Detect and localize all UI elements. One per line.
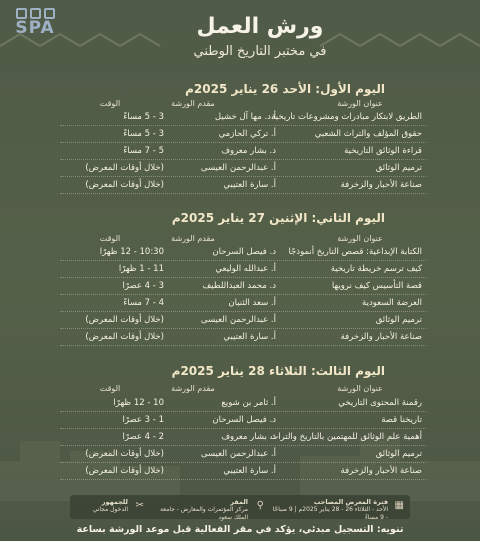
workshop-topic: ترميم الوثائق — [375, 449, 422, 459]
table-row — [60, 145, 426, 160]
col-presenter: مقدم الورشة — [171, 384, 215, 393]
workshop-presenter: أ. سعد الثنيان — [228, 298, 276, 308]
workshop-topic: تاريخنا قصة — [381, 415, 422, 425]
calendar-icon: ▦ — [394, 500, 404, 511]
audience-info — [76, 498, 128, 514]
workshop-time: (خلال أوقات المعرض) — [85, 466, 164, 476]
workshop-presenter: أ. سارة العتيبي — [223, 466, 276, 476]
audience-value: الدخول مجاني — [92, 506, 128, 513]
table-row — [60, 280, 426, 295]
location-pin-icon: ⚲ — [256, 500, 264, 511]
workshop-time: (خلال أوقات المعرض) — [85, 332, 164, 342]
workshop-topic: ترميم الوثائق — [375, 315, 422, 325]
col-presenter: مقدم الورشة — [171, 99, 215, 108]
workshop-time: (خلال أوقات المعرض) — [85, 315, 164, 325]
workshop-presenter: أ.د. مها آل خشيل — [214, 112, 276, 122]
workshop-time: 4 - 7 مساءً — [123, 298, 164, 308]
ticket-icon: ✂ — [135, 500, 144, 511]
workshop-topic: صناعة الأحبار والزخرفة — [340, 332, 422, 342]
workshop-time: 11 - 1 ظهرًا — [118, 264, 164, 274]
table-row — [60, 331, 426, 346]
workshop-time: (خلال أوقات المعرض) — [85, 449, 164, 459]
table-row — [60, 297, 426, 312]
table-row — [60, 246, 426, 261]
workshop-presenter: د. بشار معروف — [221, 146, 276, 156]
table-row — [60, 448, 426, 463]
table-row — [60, 179, 426, 194]
workshop-topic: قصة التأسيس كيف نرويها — [331, 281, 422, 291]
workshop-presenter: د. فيصل السرحان — [212, 247, 276, 257]
workshop-presenter: أ. عبدالله الوليعي — [215, 264, 276, 274]
workshop-topic: أهمية علم الوثائق للمهتمين بالتاريخ والتراث — [270, 432, 422, 442]
venue-label: المقر — [230, 498, 248, 506]
workshop-presenter: د. محمد العبداللطيف — [202, 281, 276, 291]
workshop-topic: العرضة السعودية — [362, 298, 422, 308]
table-row — [60, 162, 426, 177]
info-bar — [70, 495, 410, 519]
workshop-presenter: أ. ثامر بن شويع — [221, 398, 276, 408]
workshop-topic: الكتابة الإبداعية: قصص التاريخ أنموذجًا — [288, 247, 422, 257]
workshop-time: (خلال أوقات المعرض) — [85, 180, 164, 190]
workshop-topic: رقمنة المحتوى التاريخي — [338, 398, 422, 408]
workshop-topic: حقوق المؤلف والتراث الشعبي — [314, 129, 422, 139]
col-topic: عنوان الورشة — [337, 99, 383, 108]
workshop-presenter: أ. عبدالرحمن العيسى — [200, 163, 276, 173]
logo-text: SPA — [15, 18, 55, 38]
workshop-time: 3 - 4 عصرًا — [122, 281, 164, 291]
day-3-title: اليوم الثالث: الثلاثاء 28 يناير 2025م — [171, 364, 385, 378]
workshop-presenter: أ. تركي الحازمي — [218, 129, 276, 139]
col-topic: عنوان الورشة — [337, 234, 383, 243]
workshop-presenter: أ. عبدالرحمن العيسى — [200, 315, 276, 325]
period-value: الأحد - الثلاثاء 26 - 28 يناير 2025م | 9 صباحًا - 9 مساءً — [272, 506, 388, 521]
workshop-time: (خلال أوقات المعرض) — [85, 163, 164, 173]
workshop-topic: قراءة الوثائق التاريخية — [344, 146, 422, 156]
audience-label: للجمهور — [101, 498, 128, 506]
col-topic: عنوان الورشة — [337, 384, 383, 393]
workshop-presenter: أ. عبدالرحمن العيسى — [200, 449, 276, 459]
workshop-topic: صناعة الأحبار والزخرفة — [340, 466, 422, 476]
workshop-presenter: أ. سارة العتيبي — [223, 332, 276, 342]
day-2-title: اليوم الثاني: الإثنين 27 يناير 2025م — [171, 211, 385, 225]
registration-note: تنويه: التسجيل مبدئي، يؤكد في مقر الفعالية قبل موعد الورشة بساعة — [76, 524, 404, 535]
workshop-presenter: د. فيصل السرحان — [212, 415, 276, 425]
table-row — [60, 397, 426, 412]
col-time: الوقت — [99, 234, 121, 243]
workshop-time: 5 - 7 مساءً — [123, 146, 164, 156]
table-row — [60, 465, 426, 480]
period-info — [272, 498, 388, 522]
day-1-title: اليوم الأول: الأحد 26 يناير 2025م — [185, 82, 385, 96]
col-time: الوقت — [99, 99, 121, 108]
table-row — [60, 128, 426, 143]
page-title: ورش العمل — [196, 14, 324, 39]
table-row — [60, 263, 426, 278]
col-time: الوقت — [99, 384, 121, 393]
table-row — [60, 314, 426, 329]
workshop-topic: صناعة الأحبار والزخرفة — [340, 180, 422, 190]
workshop-topic: الطريق لابتكار مبادرات ومشروعات تاريخية — [271, 112, 422, 122]
workshop-presenter: د. بشار معروف — [221, 432, 276, 442]
workshop-time: 3 - 5 مساءً — [123, 112, 164, 122]
workshop-time: 10:30 - 12 ظهرًا — [99, 247, 164, 257]
workshop-time: 2 - 4 عصرًا — [122, 432, 164, 442]
workshop-presenter: أ. سارة العتيبي — [223, 180, 276, 190]
venue-info — [152, 498, 248, 522]
table-row — [60, 414, 426, 429]
table-row — [60, 431, 426, 446]
workshop-topic: ترميم الوثائق — [375, 163, 422, 173]
table-row — [60, 111, 426, 126]
workshop-time: 1 - 3 عصرًا — [122, 415, 164, 425]
workshop-time: 3 - 5 مساءً — [123, 129, 164, 139]
venue-value: مركز المؤتمرات والمعارض - جامعة الملك سعود — [160, 506, 248, 521]
workshop-topic: كيف ترسم خريطة تاريخية — [330, 264, 422, 274]
page-subtitle: في مختبر التاريخ الوطني — [193, 44, 327, 59]
spa-logo — [10, 8, 60, 37]
col-presenter: مقدم الورشة — [171, 234, 215, 243]
workshop-time: 10 - 12 ظهرًا — [113, 398, 164, 408]
period-label: فترة المعرض المصاحب — [313, 498, 388, 506]
